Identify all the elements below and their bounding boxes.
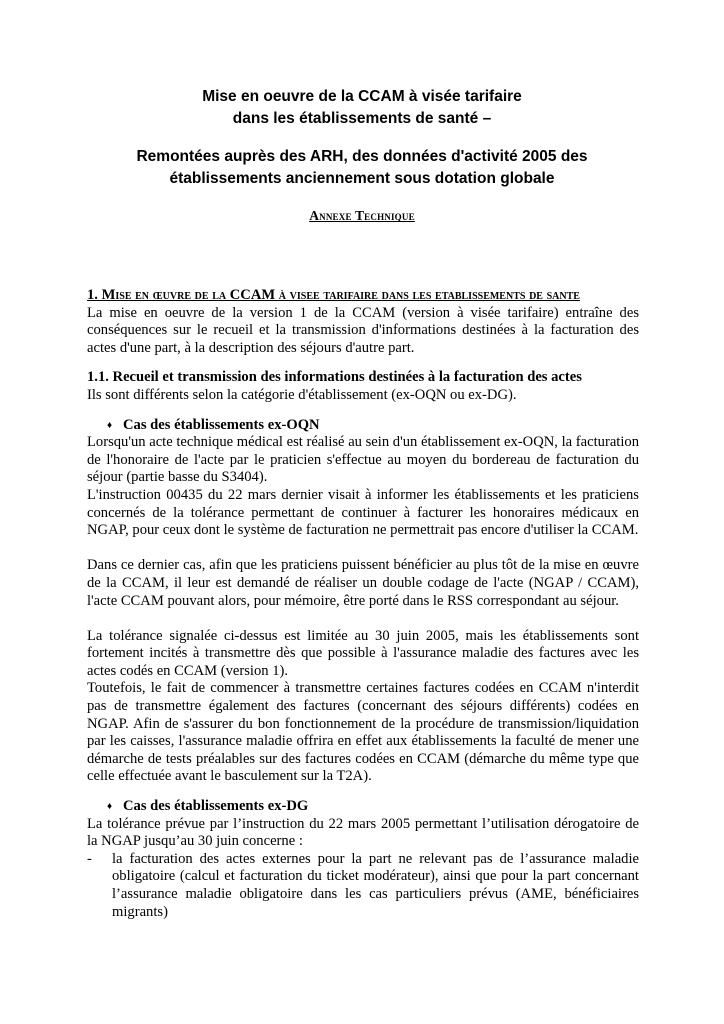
title-line-2: dans les établissements de santé – [232, 110, 492, 127]
document-title-block-2 [60, 146, 664, 190]
title-line-3: Remontées auprès des ARH, des données d'activité 2005 des [136, 148, 588, 165]
title-line-4: établissements anciennement sous dotation globale [169, 170, 555, 187]
section-1-title: Mise en œuvre de la CCAM à visee tarifaire dans les etablissements de sante [101, 287, 580, 303]
annex-heading [0, 208, 724, 224]
section-1-intro: La mise en oeuvre de la version 1 de la CCAM (version à visée tarifaire) entraîne des conséquences sur le recueil et la transmission d'informations destinées à la facturation des actes d'une part, à la description des séjours d'autre part. [87, 304, 639, 356]
diamond-bullet-icon: ♦ [107, 801, 113, 813]
section-1-1-intro: Ils sont différents selon la catégorie d'établissement (ex-OQN ou ex-DG). [87, 386, 517, 403]
annex-label: Annexe Technique [309, 208, 415, 223]
section-1-heading [87, 287, 639, 305]
dg-paragraph-1: La tolérance prévue par l’instruction du 22 mars 2005 permettant l’utilisation dérogatoire de la NGAP jusqu’au 30 juin concerne : [87, 815, 639, 850]
oqn-heading [87, 417, 639, 435]
diamond-bullet-icon: ♦ [107, 419, 113, 431]
oqn-paragraph-5: Toutefois, le fait de commencer à transmettre certaines factures codées en CCAM n'interdit pas de transmettre également des factures (concernant des séjours différents) codées en NGAP. Afin de s'assurer du bon fonctionnement de la procédure de transmission/liquidation par les caisses, l'assurance maladie offrira en effet aux établissements la faculté de mener une démarche de tests préalables sur des factures codées en CCAM (démarche du même type que celle effectuée avant le basculement sur la T2A). [87, 680, 639, 785]
section-1-1-heading: 1.1. Recueil et transmission des informations destinées à la facturation des actes [87, 369, 582, 386]
oqn-paragraph-4: La tolérance signalée ci-dessus est limitée au 30 juin 2005, mais les établissements sont fortement incités à transmettre dès que possible à l'assurance maladie des factures avec les actes codés en CCAM (version 1). [87, 627, 639, 679]
oqn-heading-text: Cas des établissements ex-OQN [123, 416, 320, 433]
dg-heading-text: Cas des établissements ex-DG [123, 798, 309, 815]
section-1-number: 1. [87, 287, 102, 303]
dash-bullet: - [87, 850, 92, 867]
list-item-text: la facturation des actes externes pour la part ne relevant pas de l’assurance maladie obligatoire (calcul et facturation du ticket modérateur), ainsi que pour la part concernant l’assurance maladie obligatoire dans les cas particuliers prévus (AME, bénéficiaires migrants) [112, 850, 639, 920]
oqn-paragraph-1: Lorsqu'un acte technique médical est réalisé au sein d'un établissement ex-OQN, la facturation de l'honoraire de l'acte par le praticien s'effectue au moyen du bordereau de facturation du séjour (partie basse du S3404). [87, 434, 639, 486]
title-line-1: Mise en oeuvre de la CCAM à visée tarifaire [202, 88, 522, 105]
document-body [87, 287, 639, 921]
document-title-block-1 [60, 86, 664, 130]
oqn-paragraph-2: L'instruction 00435 du 22 mars dernier visait à informer les établissements et les praticiens concernés de la tolérance permettant de continuer à facturer les honoraires médicaux en NGAP, pour ceux dont le système de facturation ne permettrait pas encore d'utiliser la CCAM. [87, 486, 639, 539]
list-item [87, 851, 639, 921]
oqn-paragraph-3: Dans ce dernier cas, afin que les praticiens puissent bénéficier au plus tôt de la mise en œuvre de la CCAM, il leur est demandé de réaliser un double codage de l'acte (NGAP / CCAM), l'acte CCAM pouvant alors, pour mémoire, être porté dans le RSS correspondant au séjour. [87, 557, 639, 609]
dg-heading [87, 798, 639, 816]
